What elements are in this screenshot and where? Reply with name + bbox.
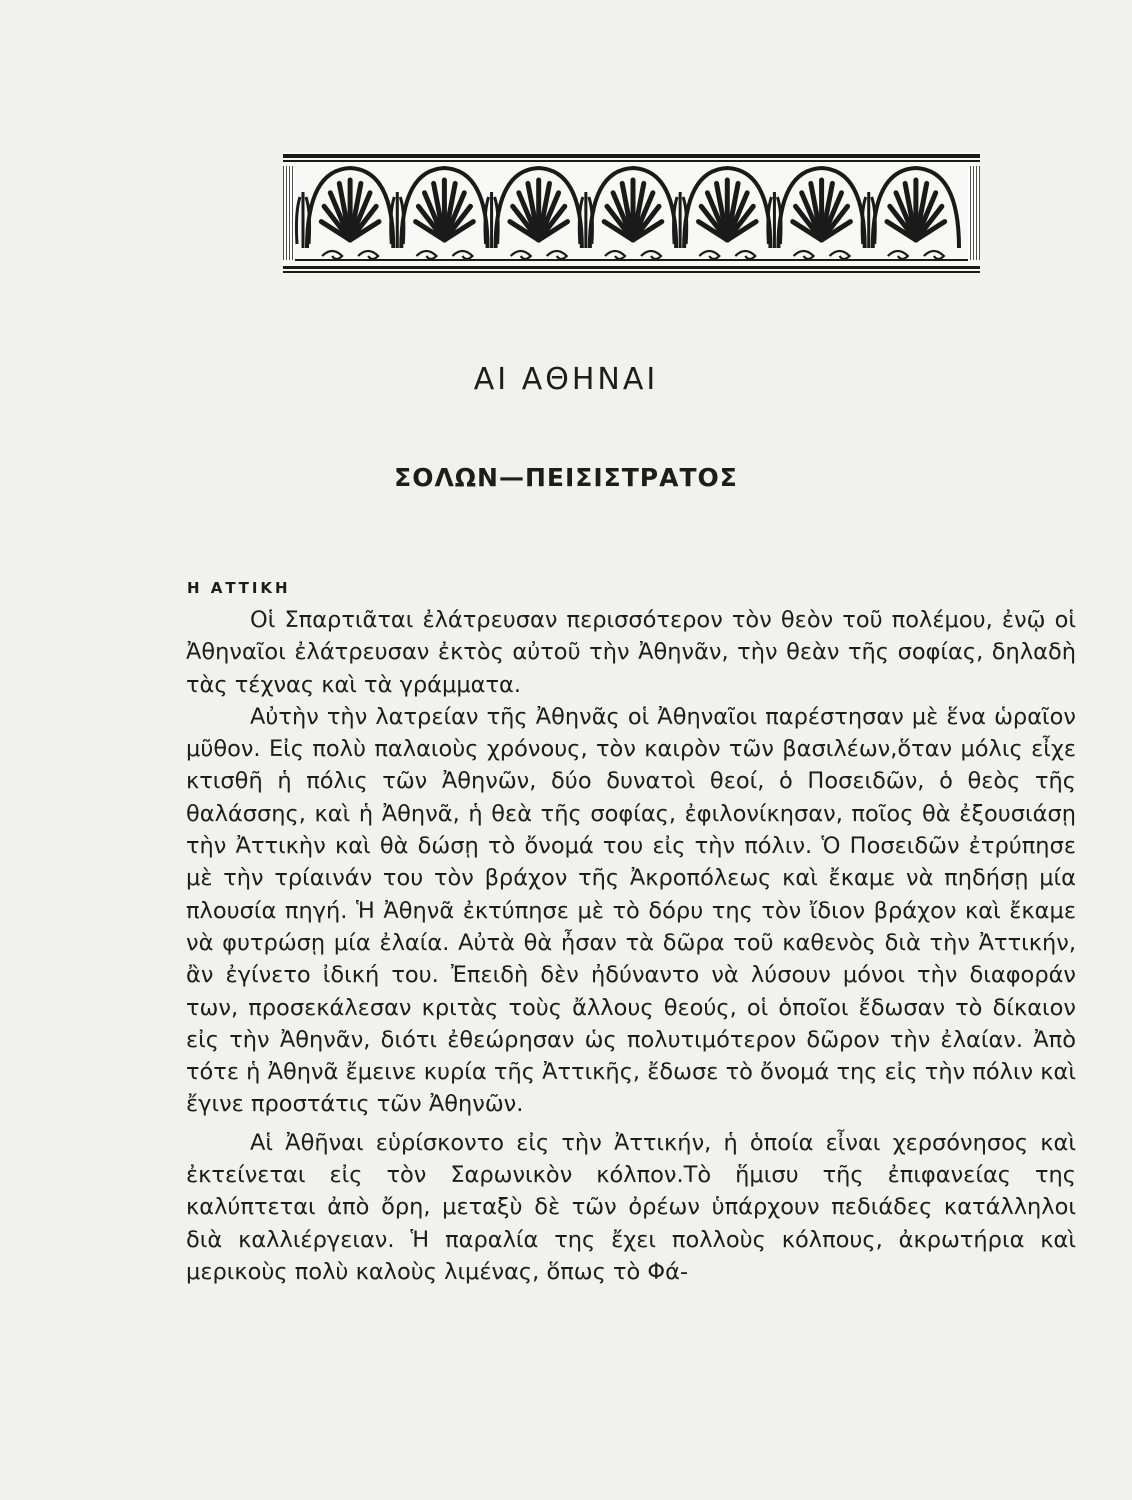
palmette-frieze-ornament xyxy=(283,152,980,274)
paragraph: Αἱ Ἀθῆναι εὑρίσκοντο εἰς τὴν Ἀττικήν, ἡ ὁποία εἶναι χερσόνησος καὶ ἐκτείνεται εἰς τὸν Σαρωνικὸν κόλπον.Τὸ ἥμισυ τῆς ἐπιφανείας της καλύπτεται ἀπὸ ὄρη, μεταξὺ δὲ τῶν ὀρέων ὑπάρχουν πεδιάδες κατάλληλοι διὰ καλλιέργειαν. Ἡ παραλία της ἔχει πολλοὺς κόλπους, ἀκρωτήρια καὶ μερικοὺς πολὺ καλοὺς λιμένας, ὅπως τὸ Φά- xyxy=(186,1129,1076,1285)
paragraph: Αὐτὴν τὴν λατρείαν τῆς Ἀθηνᾶς οἱ Ἀθηναῖοι παρέστησαν μὲ ἕνα ὡραῖον μῦθον. Εἰς πολὺ παλαιοὺς χρόνους, τὸν καιρὸν τῶν βασιλέων,ὅταν μόλις εἶχε κτισθῆ ἡ πόλις τῶν Ἀθηνῶν, δύο δυνατοὶ θεοί, ὁ Ποσειδῶν, ὁ θεὸς τῆς θαλάσσης, καὶ ἡ Ἀθηνᾶ, ἡ θεὰ τῆς σοφίας, ἐφιλονίκησαν, ποῖος θὰ ἐξουσιάσῃ τὴν Ἀττικὴν καὶ θὰ δώσῃ τὸ ὄνομά του εἰς τὴν πόλιν. Ὁ Ποσειδῶν ἐτρύπησε μὲ τὴν τρίαινάν του τὸν βράχον τῆς Ἀκροπόλεως καὶ ἔκαμε νὰ πηδήσῃ μία πλουσία πηγή. Ἡ Ἀθηνᾶ ἐκτύπησε μὲ τὸ δόρυ της τὸν ἴδιον βράχον καὶ ἔκαμε νὰ φυτρώσῃ μία ἐλαία. Αὐτὰ θὰ ἦσαν τὰ δῶρα τοῦ καθενὸς διὰ τὴν Ἀττικήν, ἂν ἐγίνετο ἰδική του. Ἐπειδὴ δὲν ἠδύναντο νὰ λύσουν μόνοι τὴν διαφοράν των, προσεκάλεσαν κριτὰς τοὺς ἄλλους θεούς, οἱ ὁποῖοι ἔδωσαν τὸ δίκαιον εἰς τὴν Ἀθηνᾶν, διότι ἐθεώρησαν ὡς πολυτιμότερον δῶρον τὴν ἐλαίαν. Ἀπὸ τότε ἡ Ἀθηνᾶ ἔμεινε κυρία τῆς Ἀττικῆς, ἔδωσε τὸ ὄνομά της εἰς τὴν πόλιν καὶ ἔγινε προστάτις τῶν Ἀθηνῶν. xyxy=(186,703,1076,1118)
body-text xyxy=(186,604,1076,1288)
chapter-subtitle: ΣΟΛΩΝ—ΠΕΙΣΙΣΤΡΑΤΟΣ xyxy=(394,463,738,492)
section-heading: Η ΑΤΤΙΚΗ xyxy=(187,579,291,597)
paragraph: Οἱ Σπαρτιᾶται ἐλάτρευσαν περισσότερον τὸν θεὸν τοῦ πολέμου, ἐνῷ οἱ Ἀθηναῖοι ἐλάτρευσαν ἐκτὸς αὐτοῦ τὴν Ἀθηνᾶν, τὴν θεὰν τῆς σοφίας, δηλαδὴ τὰς τέχνας καὶ τὰ γράμματα. xyxy=(186,607,1076,698)
page-title: ΑΙ ΑΘΗΝΑΙ xyxy=(473,362,659,397)
